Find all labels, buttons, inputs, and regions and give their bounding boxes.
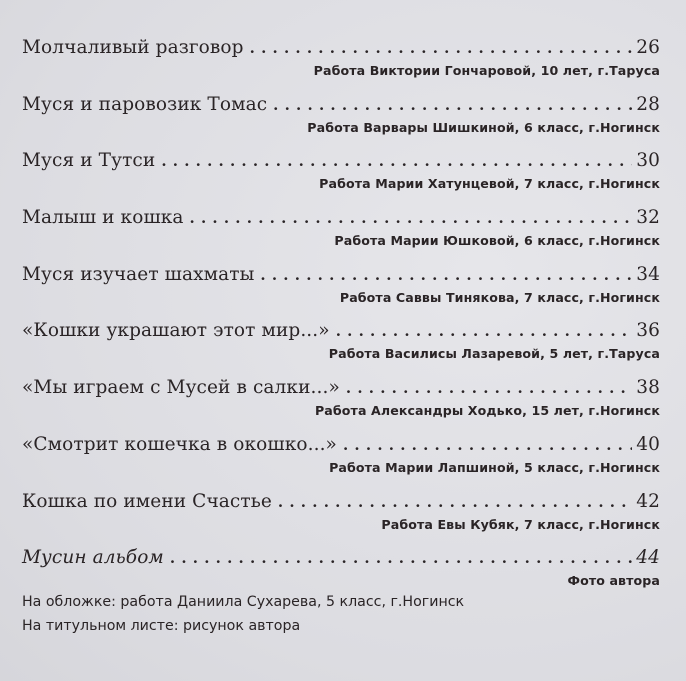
page-number: 32 [636,207,660,229]
toc-entry [22,93,660,150]
toc-entry-line [22,376,660,400]
page-number: 30 [636,150,660,172]
entry-credit: Работа Евы Кубяк, 7 класс, г.Ногинск [381,516,660,532]
entry-title: «Кошки украшают этот мир...» [22,320,330,342]
dot-leader [278,490,632,514]
entry-title: «Смотрит кошечка в окошко...» [22,433,337,455]
page-number: 42 [636,490,660,512]
entry-credit: Работа Александры Ходько, 15 лет, г.Ногинск [314,403,660,419]
cover-note: На обложке: работа Даниила Сухарева, 5 класс, г.Ногинск [22,594,465,610]
toc-entry-line [22,93,660,117]
page-number: 36 [636,320,660,342]
illustration-notes [22,590,662,638]
dot-leader [260,263,632,287]
entry-credit: Работа Василисы Лазаревой, 5 лет, г.Таруса [328,346,660,362]
page-number: 40 [636,433,660,455]
entry-title: Муся изучает шахматы [22,263,255,285]
table-of-contents [22,36,660,603]
dot-leader [346,376,632,400]
toc-entry [22,433,660,490]
toc-entry-line [22,319,660,343]
toc-entry [22,319,660,376]
entry-title: Малыш и кошка [22,207,184,229]
dot-leader [343,433,632,457]
entry-title: Молчаливый разговор [22,37,244,58]
page-number: 26 [636,37,660,58]
dot-leader [250,36,633,60]
entry-credit: Работа Марии Лапшиной, 5 класс, г.Ногинск [329,459,660,475]
toc-entry [22,263,660,320]
page-number: 44 [636,547,660,569]
entry-credit: Фото автора [567,573,660,589]
toc-entry-line [22,546,660,570]
toc-entry [22,36,660,93]
toc-entry [22,149,660,206]
entry-title: «Мы играем с Мусей в салки...» [22,377,340,399]
entry-credit: Работа Саввы Тинякова, 7 класс, г.Ногинск [339,289,660,305]
dot-leader [170,546,632,570]
toc-entry [22,206,660,263]
entry-title: Муся и паровозик Томас [22,93,268,115]
dot-leader [336,319,633,343]
toc-entry-line [22,263,660,287]
toc-entry [22,376,660,433]
dot-leader [273,93,632,117]
toc-entry-line [22,490,660,514]
title-page-note: На титульном листе: рисунок автора [22,618,301,634]
toc-entry [22,490,660,547]
entry-credit: Работа Виктории Гончаровой, 10 лет, г.Таруса [313,63,660,78]
entry-credit: Работа Марии Юшковой, 6 класс, г.Ногинск [334,233,660,249]
entry-title: Мусин альбом [22,547,164,569]
page-number: 28 [636,93,660,115]
entry-credit: Работа Варвары Шишкиной, 6 класс, г.Ногинск [307,119,660,135]
page-number: 34 [636,263,660,285]
dot-leader [190,206,633,230]
toc-entry-line [22,36,660,60]
entry-credit: Работа Марии Хатунцевой, 7 класс, г.Ногинск [319,176,660,192]
dot-leader [161,149,632,173]
page-number: 38 [636,377,660,399]
entry-title: Кошка по имени Счастье [22,490,272,512]
toc-entry-line [22,206,660,230]
entry-title: Муся и Тутси [22,150,156,172]
toc-entry-line [22,433,660,457]
toc-entry-line [22,149,660,173]
